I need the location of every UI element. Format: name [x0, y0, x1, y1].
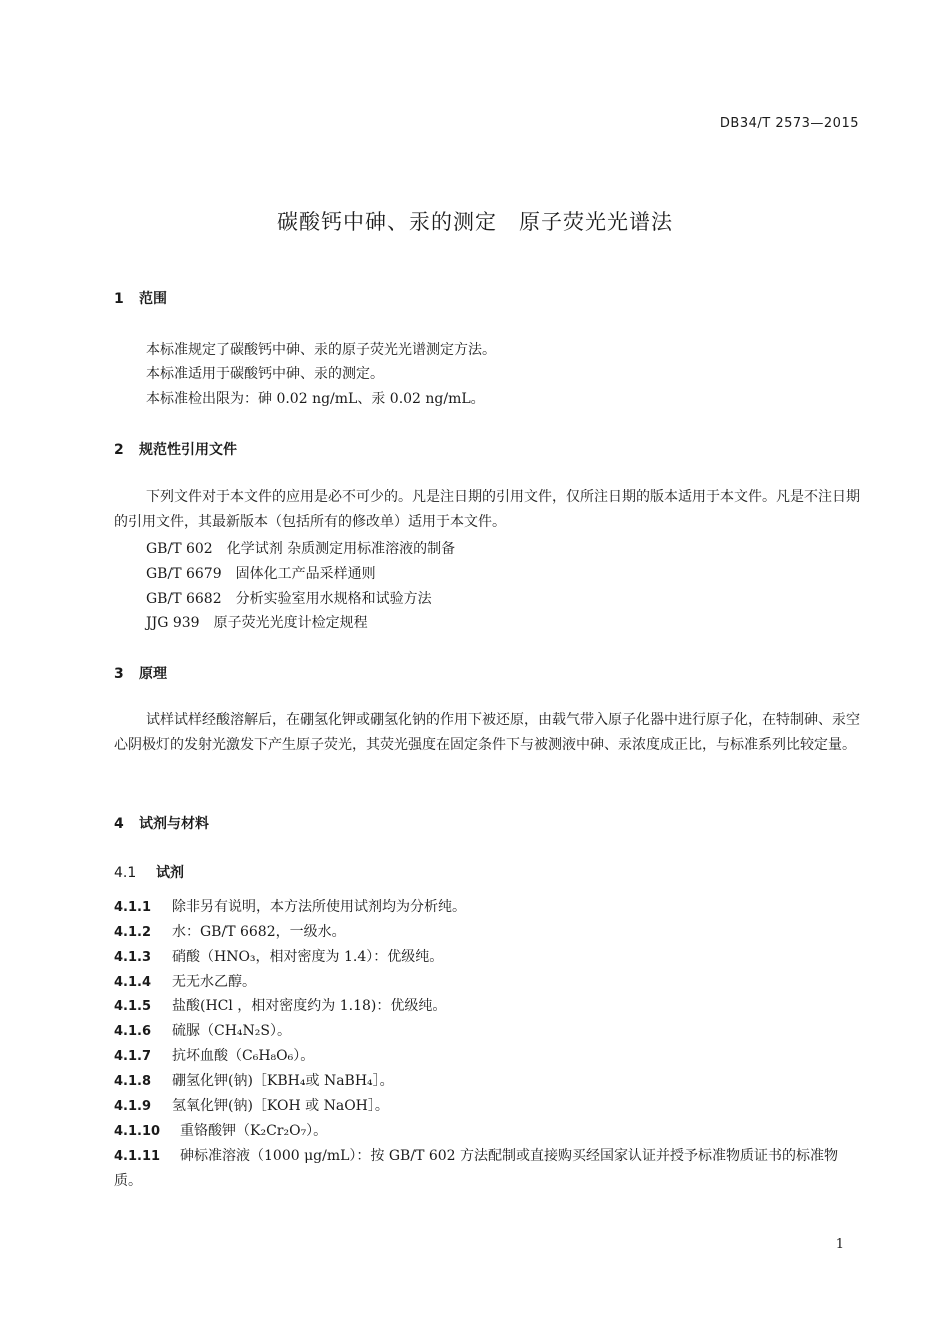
section-number: 1	[114, 291, 124, 307]
scope-line: 本标准规定了碳酸钙中砷、汞的原子荧光光谱测定方法。	[146, 342, 496, 358]
subsection-number: 4.1	[114, 865, 137, 881]
references-intro: 下列文件对于本文件的应用是必不可少的。凡是注日期的引用文件，仅所注日期的版本适用于本文件。凡是不注日期的引用文件，其最新版本（包括所有的修改单）适用于本文件。	[114, 489, 860, 530]
subsection-4-1-heading	[114, 862, 184, 882]
item-number: 4.1.2	[114, 925, 152, 940]
item-text: 硫脲（CH₄N₂S）。	[172, 1023, 291, 1039]
section-title: 试剂与材料	[139, 816, 209, 832]
scope-line: 本标准适用于碳酸钙中砷、汞的测定。	[146, 366, 384, 382]
item-text: 水：GB/T 6682，一级水。	[172, 924, 346, 940]
section-title: 原理	[139, 666, 167, 682]
reagent-item	[114, 1019, 860, 1044]
item-number: 4.1.8	[114, 1074, 152, 1089]
section-number: 3	[114, 666, 124, 682]
section-4-heading	[114, 813, 209, 833]
reagent-item	[114, 1094, 860, 1119]
reagent-item	[114, 1144, 860, 1194]
reagent-item	[114, 994, 860, 1019]
item-text: 除非另有说明，本方法所使用试剂均为分析纯。	[172, 899, 466, 915]
item-number: 4.1.5	[114, 999, 152, 1014]
item-text: 重铬酸钾（K₂Cr₂O₇）。	[180, 1123, 328, 1139]
standard-code: DB34/T 2573—2015	[719, 116, 859, 131]
item-text: 氢氧化钾(钠)［KOH 或 NaOH］。	[172, 1098, 389, 1114]
reagent-item	[114, 1119, 860, 1144]
reagent-item	[114, 920, 860, 945]
item-text: 硼氢化钾(钠)［KBH₄或 NaBH₄］。	[172, 1073, 394, 1089]
section-number: 2	[114, 442, 124, 458]
subsection-title: 试剂	[156, 865, 184, 881]
item-number: 4.1.3	[114, 950, 152, 965]
reference-item: GB/T 6682 分析实验室用水规格和试验方法	[146, 591, 432, 607]
reference-item: JJG 939 原子荧光光度计检定规程	[146, 615, 368, 631]
item-number: 4.1.10	[114, 1124, 161, 1139]
item-text: 无无水乙醇。	[172, 974, 256, 990]
reagent-item	[114, 970, 860, 995]
section-1-heading	[114, 288, 167, 308]
item-text: 抗坏血酸（C₆H₈O₆）。	[172, 1048, 315, 1064]
page-number: 1	[835, 1237, 844, 1252]
item-text: 硝酸（HNO₃，相对密度为 1.4）：优级纯。	[172, 949, 444, 965]
section-2-heading	[114, 439, 237, 459]
principle-text: 试样试样经酸溶解后，在硼氢化钾或硼氢化钠的作用下被还原，由载气带入原子化器中进行原子化，在特制砷、汞空心阴极灯的发射光激发下产生原子荧光，其荧光强度在固定条件下与被测液中砷、汞浓度成正比，与标准系列比较定量。	[114, 712, 860, 753]
item-number: 4.1.11	[114, 1149, 161, 1164]
section-title: 范围	[139, 291, 167, 307]
reagent-item	[114, 945, 860, 970]
item-number: 4.1.6	[114, 1024, 152, 1039]
section-3-heading	[114, 663, 167, 683]
item-number: 4.1.4	[114, 975, 152, 990]
reagent-item	[114, 895, 860, 920]
section-title: 规范性引用文件	[139, 442, 237, 458]
reference-item: GB/T 602 化学试剂 杂质测定用标准溶液的制备	[146, 541, 456, 557]
item-number: 4.1.1	[114, 900, 152, 915]
section-number: 4	[114, 816, 124, 832]
item-text: 盐酸(HCl ，相对密度约为 1.18)：优级纯。	[172, 998, 447, 1014]
item-number: 4.1.9	[114, 1099, 152, 1114]
scope-line: 本标准检出限为：砷 0.02 ng/mL、汞 0.02 ng/mL。	[146, 391, 485, 407]
reference-item: GB/T 6679 固体化工产品采样通则	[146, 566, 376, 582]
item-text: 砷标准溶液（1000 μg/mL）：按 GB/T 602 方法配制或直接购买经国家认证并授予标准物质证书的标准物质。	[114, 1148, 839, 1189]
item-number: 4.1.7	[114, 1049, 152, 1064]
reagent-item	[114, 1044, 860, 1069]
reagent-item	[114, 1069, 860, 1094]
document-title: 碳酸钙中砷、汞的测定 原子荧光光谱法	[277, 210, 673, 234]
